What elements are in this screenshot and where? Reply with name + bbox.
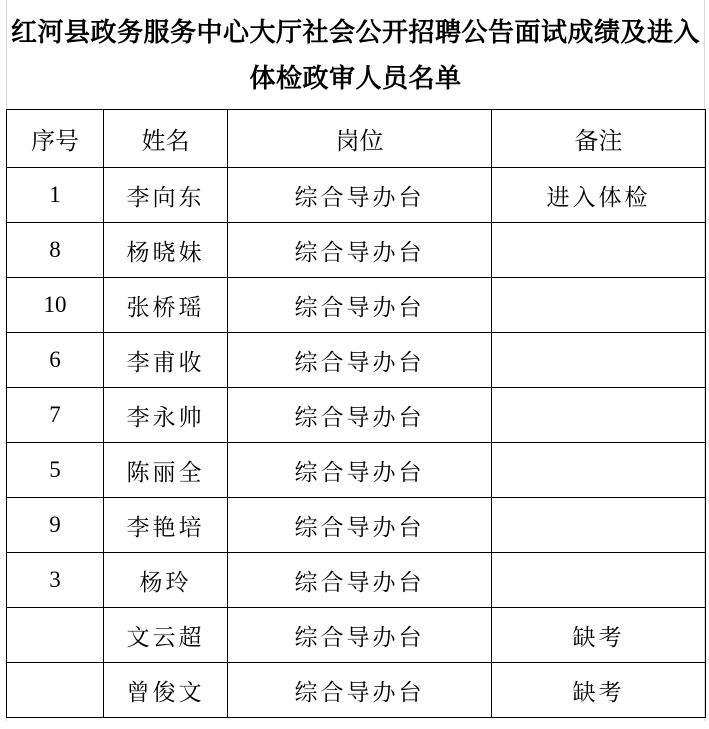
table-row	[7, 223, 706, 278]
cell-name: 李永帅	[104, 388, 228, 443]
cell-number: 3	[7, 553, 104, 608]
cell-number	[7, 608, 104, 663]
cell-name: 文云超	[104, 608, 228, 663]
cell-position: 综合导办台	[228, 168, 492, 223]
cell-remarks	[492, 498, 706, 553]
cell-position: 综合导办台	[228, 278, 492, 333]
cell-number: 9	[7, 498, 104, 553]
cell-position: 综合导办台	[228, 388, 492, 443]
cell-name: 李向东	[104, 168, 228, 223]
cell-position: 综合导办台	[228, 223, 492, 278]
cell-remarks	[492, 388, 706, 443]
cell-number: 6	[7, 333, 104, 388]
cell-remarks	[492, 278, 706, 333]
document-title	[6, 0, 705, 109]
cell-remarks	[492, 443, 706, 498]
table-header-row	[7, 110, 706, 168]
table-row	[7, 333, 706, 388]
cell-number: 1	[7, 168, 104, 223]
cell-remarks: 缺考	[492, 608, 706, 663]
cell-name: 张桥瑶	[104, 278, 228, 333]
cell-position: 综合导办台	[228, 498, 492, 553]
cell-position: 综合导办台	[228, 443, 492, 498]
cell-remarks: 进入体检	[492, 168, 706, 223]
table-row	[7, 553, 706, 608]
cell-name: 陈丽全	[104, 443, 228, 498]
table-row	[7, 278, 706, 333]
cell-position: 综合导办台	[228, 553, 492, 608]
cell-number: 8	[7, 223, 104, 278]
cell-name: 杨晓妹	[104, 223, 228, 278]
cell-remarks: 缺考	[492, 663, 706, 718]
header-remarks: 备注	[492, 110, 706, 168]
table-row	[7, 168, 706, 223]
cell-name: 李艳培	[104, 498, 228, 553]
cell-name: 李甫收	[104, 333, 228, 388]
cell-position: 综合导办台	[228, 333, 492, 388]
header-name: 姓名	[104, 110, 228, 168]
table-row	[7, 443, 706, 498]
title-line-1: 红河县政务服务中心大厅社会公开招聘公告面试成绩及进入	[10, 18, 700, 48]
cell-number: 7	[7, 388, 104, 443]
cell-number: 10	[7, 278, 104, 333]
header-position: 岗位	[228, 110, 492, 168]
cell-position: 综合导办台	[228, 608, 492, 663]
cell-number	[7, 663, 104, 718]
table-row	[7, 663, 706, 718]
header-number: 序号	[7, 110, 104, 168]
cell-remarks	[492, 553, 706, 608]
cell-remarks	[492, 333, 706, 388]
cell-number: 5	[7, 443, 104, 498]
cell-name: 杨玲	[104, 553, 228, 608]
table-row	[7, 388, 706, 443]
candidate-table	[6, 109, 706, 718]
table-row	[7, 608, 706, 663]
cell-remarks	[492, 223, 706, 278]
title-line-2: 体检政审人员名单	[249, 64, 462, 94]
cell-name: 曾俊文	[104, 663, 228, 718]
cell-position: 综合导办台	[228, 663, 492, 718]
table-row	[7, 498, 706, 553]
